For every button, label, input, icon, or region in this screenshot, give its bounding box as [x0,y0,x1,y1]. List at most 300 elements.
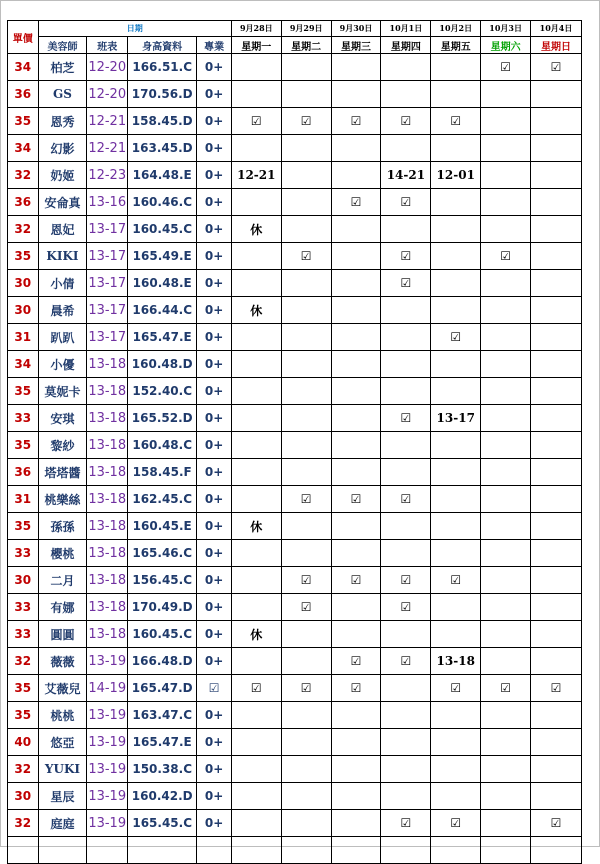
profile-cell: 165.47.E [128,324,197,351]
price-cell: 31 [8,324,39,351]
table-row [8,486,582,513]
table-row [8,189,582,216]
day-cell [381,513,431,540]
day-cell [231,729,281,756]
day-cell [331,324,381,351]
price-cell: 36 [8,189,39,216]
weekday-header-0: 星期一 [231,37,281,54]
price-cell: 35 [8,108,39,135]
day-cell [331,81,381,108]
stylist-name-cell: 孫孫 [38,513,87,540]
weekday-header-2: 星期三 [331,37,381,54]
price-cell: 31 [8,486,39,513]
day-cell [481,162,531,189]
day-cell [481,513,531,540]
day-cell [381,81,431,108]
specialty-cell: 0+ [197,54,232,81]
shift-cell: 13-18 [87,486,128,513]
day-cell [381,756,431,783]
table-row [8,270,582,297]
day-cell [381,297,431,324]
shift-cell: 13-19 [87,702,128,729]
shift-cell: 12-21 [87,135,128,162]
day-cell [481,459,531,486]
price-cell: 30 [8,297,39,324]
date-header-0: 9月28日 [231,21,281,37]
day-cell [331,297,381,324]
day-cell [481,729,531,756]
day-cell [531,270,582,297]
day-cell [381,729,431,756]
day-cell [481,216,531,243]
day-cell: ☑ [431,567,481,594]
day-cell [281,729,331,756]
day-cell [231,756,281,783]
day-cell [231,54,281,81]
table-row [8,135,582,162]
stylist-name-cell: 幻影 [38,135,87,162]
profile-cell [128,837,197,864]
day-cell: ☑ [281,567,331,594]
date-header-3: 10月1日 [381,21,431,37]
shift-cell: 12-20 [87,54,128,81]
profile-cell: 160.45.C [128,216,197,243]
shift-header: 班表 [87,37,128,54]
day-cell [331,243,381,270]
table-row [8,729,582,756]
day-cell: ☑ [481,675,531,702]
stylist-name-cell: 桃桃 [38,702,87,729]
day-cell: ☑ [281,108,331,135]
price-cell: 36 [8,81,39,108]
shift-cell: 13-16 [87,189,128,216]
day-cell [281,81,331,108]
day-cell [431,81,481,108]
specialty-cell: 0+ [197,621,232,648]
stylist-name-cell: KIKI [38,243,87,270]
day-cell [431,729,481,756]
day-cell: ☑ [481,54,531,81]
day-cell [281,135,331,162]
profile-cell: 170.49.D [128,594,197,621]
price-cell: 33 [8,621,39,648]
day-cell [331,135,381,162]
table-row [8,567,582,594]
day-cell [531,324,582,351]
day-cell [481,189,531,216]
shift-cell: 13-19 [87,729,128,756]
price-cell: 33 [8,540,39,567]
stylist-name-cell: 櫻桃 [38,540,87,567]
day-cell [331,351,381,378]
shift-cell: 13-18 [87,378,128,405]
shift-cell: 12-23 [87,162,128,189]
shift-cell: 13-17 [87,216,128,243]
price-cell: 35 [8,378,39,405]
day-cell [381,783,431,810]
stylist-name-cell: 安琪 [38,405,87,432]
stylist-name-cell: GS [38,81,87,108]
day-cell [231,486,281,513]
day-cell: 14-21 [381,162,431,189]
specialty-cell: 0+ [197,243,232,270]
shift-cell: 13-18 [87,513,128,540]
stylist-header: 美容師 [38,37,87,54]
price-cell: 32 [8,810,39,837]
stylist-name-cell: 塔塔醬 [38,459,87,486]
day-cell [331,621,381,648]
price-cell: 33 [8,594,39,621]
day-cell [531,837,582,864]
shift-cell: 13-18 [87,432,128,459]
day-cell [281,621,331,648]
specialty-cell: 0+ [197,729,232,756]
day-cell [231,378,281,405]
day-cell [381,459,431,486]
stylist-name-cell: 有娜 [38,594,87,621]
day-cell [531,648,582,675]
day-cell [481,324,531,351]
stylist-name-cell: 悠亞 [38,729,87,756]
day-cell [481,810,531,837]
specialty-cell: 0+ [197,756,232,783]
day-cell [481,756,531,783]
shift-cell: 13-18 [87,621,128,648]
day-cell: 12-21 [231,162,281,189]
price-cell: 34 [8,54,39,81]
day-cell [331,810,381,837]
specialty-cell: 0+ [197,405,232,432]
day-cell: 13-17 [431,405,481,432]
specialty-cell: 0+ [197,567,232,594]
date-header-6: 10月4日 [531,21,582,37]
price-cell: 34 [8,351,39,378]
day-cell [531,162,582,189]
day-cell [331,702,381,729]
day-cell: ☑ [381,243,431,270]
day-cell: ☑ [231,675,281,702]
stylist-name-cell: 庭庭 [38,810,87,837]
day-cell [531,243,582,270]
shift-cell: 13-18 [87,351,128,378]
day-cell [331,513,381,540]
day-cell: ☑ [381,189,431,216]
day-cell [331,459,381,486]
specialty-cell: 0+ [197,189,232,216]
day-cell [431,54,481,81]
profile-cell: 164.48.E [128,162,197,189]
day-cell [431,486,481,513]
stylist-name-cell: 奶姬 [38,162,87,189]
day-cell [231,702,281,729]
day-cell [481,378,531,405]
day-cell: ☑ [331,648,381,675]
stylist-name-cell: 柏芝 [38,54,87,81]
schedule-table [7,20,582,864]
weekday-header-4: 星期五 [431,37,481,54]
day-cell [331,216,381,243]
day-cell [281,405,331,432]
day-cell [431,243,481,270]
day-cell [531,135,582,162]
table-row [8,459,582,486]
day-cell [281,189,331,216]
profile-cell: 170.56.D [128,81,197,108]
day-cell [381,621,431,648]
profile-cell: 160.45.E [128,513,197,540]
stylist-name-cell [38,837,87,864]
stylist-name-cell: 黎紗 [38,432,87,459]
price-cell: 35 [8,432,39,459]
day-cell [531,513,582,540]
day-cell [331,378,381,405]
day-cell [381,675,431,702]
day-cell [231,459,281,486]
day-cell [531,702,582,729]
table-row [8,756,582,783]
day-cell [531,108,582,135]
day-cell: ☑ [531,675,582,702]
day-cell [281,648,331,675]
price-cell: 40 [8,729,39,756]
day-cell [231,594,281,621]
day-cell [281,756,331,783]
day-cell [381,378,431,405]
day-cell: ☑ [381,648,431,675]
price-cell: 30 [8,270,39,297]
shift-cell: 12-20 [87,81,128,108]
day-cell: ☑ [381,567,431,594]
price-cell: 35 [8,702,39,729]
day-cell [481,648,531,675]
day-cell [281,324,331,351]
specialty-cell: ☑ [197,675,232,702]
specialty-cell: 0+ [197,513,232,540]
day-cell [281,783,331,810]
table-row [8,378,582,405]
profile-cell: 152.40.C [128,378,197,405]
profile-cell: 165.52.D [128,405,197,432]
table-row [8,297,582,324]
shift-cell: 13-19 [87,810,128,837]
day-cell [481,486,531,513]
shift-cell: 14-19 [87,675,128,702]
profile-cell: 160.48.C [128,432,197,459]
shift-cell: 13-18 [87,540,128,567]
day-cell [281,351,331,378]
day-cell [331,729,381,756]
day-cell [481,405,531,432]
day-cell [331,54,381,81]
shift-cell: 12-21 [87,108,128,135]
table-row [8,810,582,837]
day-cell [531,432,582,459]
table-row [8,216,582,243]
day-cell [231,783,281,810]
day-cell [481,567,531,594]
day-cell [231,837,281,864]
day-cell [231,81,281,108]
day-cell [531,81,582,108]
day-cell [281,540,331,567]
stylist-name-cell: 晨希 [38,297,87,324]
day-cell [281,459,331,486]
day-cell [481,432,531,459]
profile-cell: 158.45.F [128,459,197,486]
day-cell [331,783,381,810]
day-cell [431,837,481,864]
day-cell [431,540,481,567]
day-cell [231,810,281,837]
profile-cell: 150.38.C [128,756,197,783]
day-cell [481,351,531,378]
profile-cell: 166.44.C [128,297,197,324]
shift-cell [87,837,128,864]
day-cell [481,135,531,162]
price-cell: 35 [8,243,39,270]
day-cell [531,351,582,378]
price-cell: 30 [8,783,39,810]
table-row [8,594,582,621]
specialty-cell: 0+ [197,702,232,729]
day-cell [331,432,381,459]
profile-cell: 160.48.D [128,351,197,378]
specialty-cell: 0+ [197,324,232,351]
date-header-5: 10月3日 [481,21,531,37]
day-cell: ☑ [331,189,381,216]
day-cell [281,378,331,405]
day-cell [281,297,331,324]
day-cell [431,432,481,459]
day-cell: ☑ [431,108,481,135]
specialty-cell: 0+ [197,81,232,108]
price-cell: 35 [8,513,39,540]
day-cell [531,405,582,432]
stylist-name-cell: 艾薇兒 [38,675,87,702]
day-cell [381,216,431,243]
day-cell [431,702,481,729]
day-cell [381,702,431,729]
day-cell [281,270,331,297]
profile-cell: 165.47.D [128,675,197,702]
day-cell [481,108,531,135]
day-cell: 休 [231,297,281,324]
day-cell: ☑ [431,675,481,702]
shift-cell: 13-19 [87,756,128,783]
day-cell: ☑ [381,405,431,432]
price-cell: 35 [8,675,39,702]
day-cell [431,216,481,243]
shift-cell: 13-17 [87,270,128,297]
table-row [8,783,582,810]
day-cell [231,189,281,216]
price-cell: 32 [8,756,39,783]
day-cell [431,378,481,405]
day-cell [431,189,481,216]
specialty-cell: 0+ [197,351,232,378]
day-cell: ☑ [281,675,331,702]
day-cell: ☑ [231,108,281,135]
table-row [8,351,582,378]
day-cell [281,513,331,540]
specialty-cell: 0+ [197,135,232,162]
day-cell [531,567,582,594]
day-cell [231,540,281,567]
day-cell [431,594,481,621]
profile-cell: 165.45.C [128,810,197,837]
day-cell [481,702,531,729]
profile-cell: 160.46.C [128,189,197,216]
day-cell: 12-01 [431,162,481,189]
day-cell [481,270,531,297]
specialty-cell: 0+ [197,648,232,675]
day-cell [531,486,582,513]
day-cell: ☑ [431,810,481,837]
profile-cell: 158.45.D [128,108,197,135]
day-cell [481,621,531,648]
day-cell [431,297,481,324]
shift-cell: 13-18 [87,459,128,486]
stylist-name-cell: 恩秀 [38,108,87,135]
day-cell [531,216,582,243]
day-cell [281,432,331,459]
stylist-name-cell: 圓圓 [38,621,87,648]
day-cell [481,540,531,567]
stylist-name-cell: 恩妃 [38,216,87,243]
day-cell [381,837,431,864]
day-cell [431,621,481,648]
stylist-name-cell: 小優 [38,351,87,378]
profile-cell: 166.48.D [128,648,197,675]
specialty-cell: 0+ [197,378,232,405]
day-cell [331,594,381,621]
price-cell: 34 [8,135,39,162]
stylist-name-cell: 莫妮卡 [38,378,87,405]
price-cell [8,837,39,864]
day-cell [231,567,281,594]
day-cell [231,270,281,297]
stylist-name-cell: 二月 [38,567,87,594]
price-cell: 30 [8,567,39,594]
day-cell [531,189,582,216]
specialty-cell: 0+ [197,297,232,324]
day-cell [281,54,331,81]
day-cell [531,756,582,783]
day-cell [531,378,582,405]
table-row [8,837,582,864]
price-cell: 36 [8,459,39,486]
stylist-name-cell: 小倩 [38,270,87,297]
table-row [8,540,582,567]
shift-cell: 13-19 [87,648,128,675]
day-cell [231,432,281,459]
day-cell [231,648,281,675]
price-cell: 32 [8,648,39,675]
specialty-cell: 0+ [197,162,232,189]
shift-cell: 13-17 [87,297,128,324]
specialty-cell: 0+ [197,783,232,810]
day-cell [231,135,281,162]
weekday-header-3: 星期四 [381,37,431,54]
price-header: 單價 [8,21,39,54]
day-cell [281,837,331,864]
day-cell [531,297,582,324]
day-cell: 休 [231,216,281,243]
day-cell: 13-18 [431,648,481,675]
price-cell: 33 [8,405,39,432]
day-cell: ☑ [281,243,331,270]
day-cell: ☑ [381,486,431,513]
